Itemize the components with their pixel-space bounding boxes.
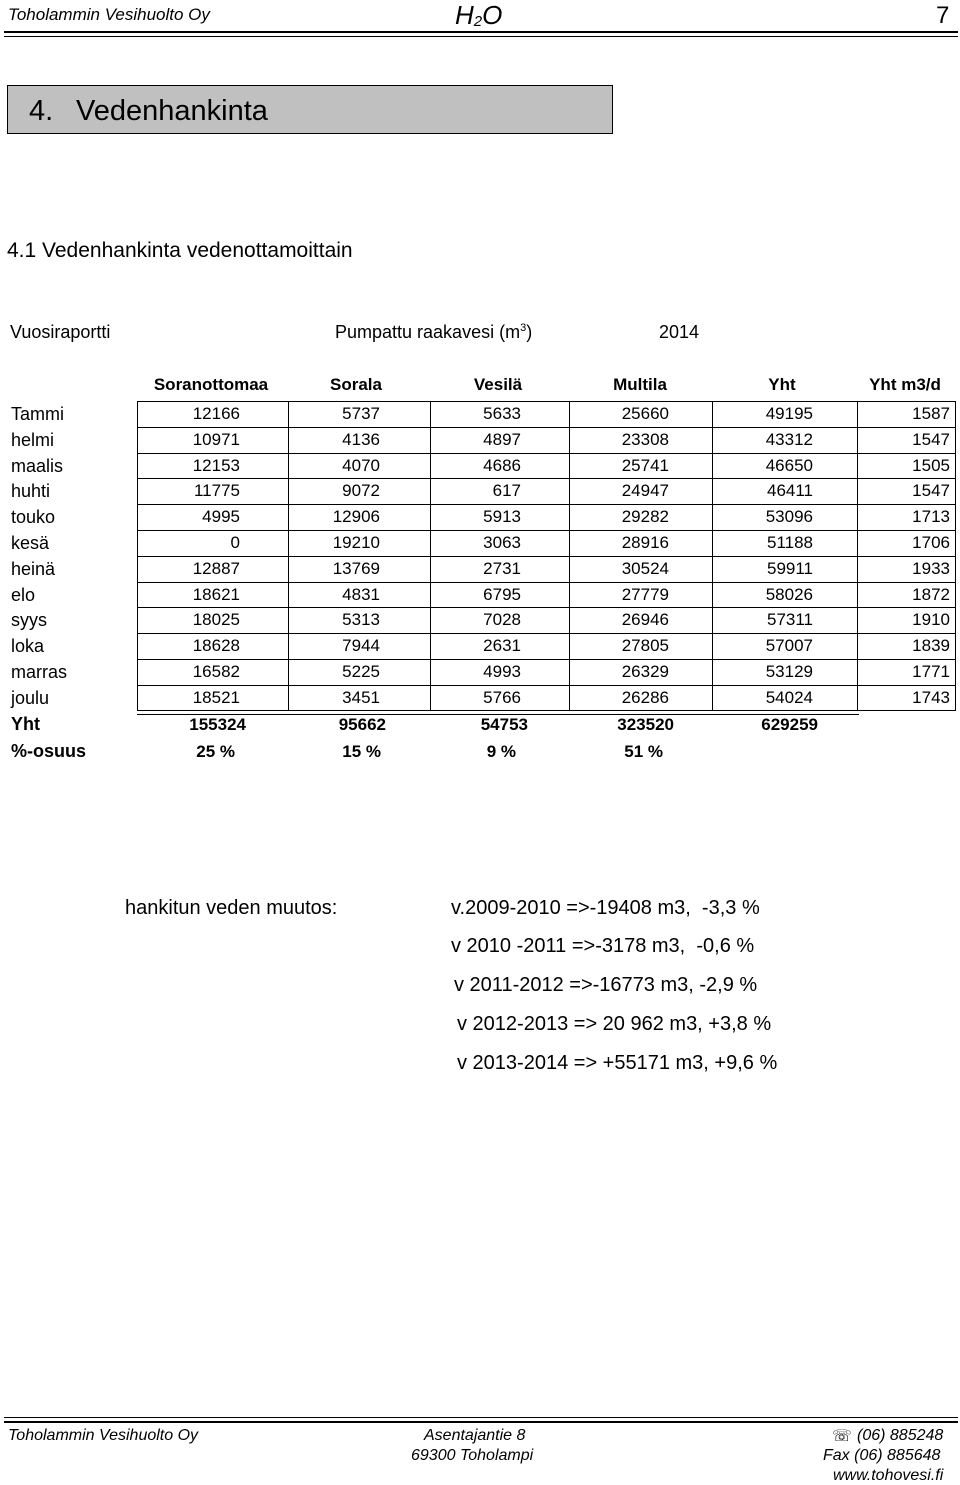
table-cell: 4070: [342, 456, 380, 475]
report-title-prefix: Pumpattu raakavesi (m: [335, 322, 521, 342]
month-label: maalis: [11, 456, 64, 476]
table-cell: 46650: [765, 456, 813, 475]
total-label: Yht: [11, 714, 40, 734]
table-cell: 54024: [765, 688, 813, 707]
column-header: Yht m3/d: [869, 375, 941, 394]
change-line: v 2010 -2011 =>-3178 m3, -0,6 %: [451, 935, 755, 957]
footer-rule-thin: [4, 1417, 958, 1418]
table-cell: 53129: [765, 662, 813, 681]
table-cell: 5633: [483, 404, 521, 423]
month-label: joulu: [11, 688, 50, 708]
table-row-divider: [137, 427, 956, 428]
table-cell: 25660: [621, 404, 669, 423]
table-row-divider: [137, 685, 956, 686]
table-cell: 18628: [192, 636, 240, 655]
table-cell: 30524: [621, 559, 669, 578]
table-cell: 1547: [912, 430, 950, 449]
table-cell: 26329: [621, 662, 669, 681]
table-cell: 28916: [621, 533, 669, 552]
table-cell: 25741: [621, 456, 669, 475]
share-cell: 51 %: [624, 742, 663, 761]
footer-fax: Fax (06) 885648: [823, 1447, 941, 1464]
footer-address1: Asentajantie 8: [424, 1427, 526, 1444]
table-cell: 0: [230, 533, 240, 552]
table-cell: 1839: [912, 636, 950, 655]
column-header: Yht: [768, 375, 796, 394]
month-label: huhti: [11, 481, 51, 501]
table-cell: 19210: [332, 533, 380, 552]
total-cell: 95662: [338, 715, 386, 734]
table-cell: 29282: [621, 507, 669, 526]
table-cell: 4831: [342, 585, 380, 604]
change-line: v 2013-2014 => +55171 m3, +9,6 %: [457, 1052, 778, 1074]
table-cell: 1706: [912, 533, 950, 552]
header-logo: [455, 0, 502, 31]
month-label: Tammi: [11, 404, 64, 424]
table-cell: 12153: [192, 456, 240, 475]
table-cell: 26286: [621, 688, 669, 707]
table-cell: 27805: [621, 636, 669, 655]
month-label: syys: [11, 610, 47, 630]
total-cell: 54753: [480, 715, 528, 734]
table-row-divider: [137, 659, 956, 660]
month-label: loka: [11, 636, 45, 656]
table-cell: 57311: [766, 610, 813, 629]
table-cell: 1505: [912, 456, 950, 475]
table-cell: 5766: [483, 688, 521, 707]
table-row-divider: [137, 504, 956, 505]
month-label: elo: [11, 585, 36, 605]
table-cell: 51188: [766, 533, 813, 552]
change-line: v 2011-2012 =>-16773 m3, -2,9 %: [454, 974, 758, 996]
month-label: marras: [11, 662, 68, 682]
table-cell: 46411: [766, 481, 813, 500]
table-cell: 7028: [483, 610, 521, 629]
report-title-suffix: ): [526, 322, 533, 342]
table-cell: 57007: [765, 636, 813, 655]
chapter-title: Vedenhankinta: [76, 95, 268, 127]
table-cell: 49195: [765, 404, 813, 423]
total-cell: 323520: [617, 715, 674, 734]
table-cell: 58026: [765, 585, 813, 604]
change-line: v.2009-2010 =>-19408 m3, -3,3 %: [451, 897, 760, 919]
phone-icon: ☏: [832, 1428, 853, 1445]
table-cell: 59911: [766, 559, 813, 578]
share-cell: 15 %: [342, 742, 381, 761]
table-cell: 12906: [332, 507, 380, 526]
table-cell: 1910: [912, 610, 950, 629]
chapter-banner: [7, 85, 613, 134]
table-cell: 3063: [483, 533, 521, 552]
table-cell: 4897: [483, 430, 521, 449]
table-cell: 1587: [912, 404, 950, 423]
report-year: 2014: [659, 322, 700, 342]
table-cell: 1771: [912, 662, 950, 681]
table-cell: 6795: [483, 585, 521, 604]
table-cell: 24947: [621, 481, 669, 500]
logo-o: O: [482, 0, 503, 30]
header-rule: [4, 31, 958, 33]
logo-h: H: [455, 0, 474, 30]
share-label: %-osuus: [11, 741, 87, 761]
report-title-sup: 3: [520, 322, 527, 334]
footer-rule: [4, 1421, 958, 1423]
chapter-number: 4.: [29, 95, 54, 127]
column-header: Multila: [613, 375, 667, 394]
table-row-divider: [137, 582, 956, 583]
header-company-name: Toholammin Vesihuolto Oy: [8, 5, 210, 24]
table-row-divider: [137, 453, 956, 454]
month-label: heinä: [11, 559, 56, 579]
table-cell: 5913: [483, 507, 521, 526]
report-label: Vuosiraportti: [10, 322, 111, 342]
month-label: helmi: [11, 430, 55, 450]
logo-subscript: 2: [473, 13, 483, 30]
table-row-divider: [137, 478, 956, 479]
table-cell: 9072: [342, 481, 380, 500]
table-cell: 18621: [192, 585, 240, 604]
table-cell: 4136: [342, 430, 380, 449]
table-cell: 12887: [192, 559, 240, 578]
table-cell: 617: [492, 481, 521, 500]
table-cell: 1933: [912, 559, 950, 578]
table-cell: 18025: [192, 610, 240, 629]
table-cell: 23308: [621, 430, 669, 449]
table-cell: 10971: [192, 430, 240, 449]
column-header: Vesilä: [473, 375, 523, 394]
table-cell: 1713: [912, 507, 950, 526]
header-rule-thin: [4, 36, 958, 37]
month-label: touko: [11, 507, 56, 527]
table-cell: 4686: [483, 456, 521, 475]
table-cell: 7944: [342, 636, 380, 655]
share-cell: 9 %: [486, 742, 516, 761]
table-cell: 26946: [621, 610, 669, 629]
column-header: Sorala: [330, 375, 382, 394]
table-cell: 2731: [483, 559, 521, 578]
table-cell: 4993: [483, 662, 521, 681]
table-cell: 3451: [342, 688, 380, 707]
month-label: kesä: [11, 533, 50, 553]
total-cell: 155324: [189, 715, 246, 734]
table-cell: 4995: [202, 507, 240, 526]
table-row-divider: [137, 556, 956, 557]
change-line: v 2012-2013 => 20 962 m3, +3,8 %: [457, 1013, 772, 1035]
report-title: [335, 322, 532, 343]
table-cell: 5737: [342, 404, 380, 423]
table-row-divider: [137, 530, 956, 531]
table-cell: 12166: [192, 404, 240, 423]
table-cell: 43312: [765, 430, 813, 449]
table-row-divider: [137, 607, 956, 608]
share-cell: 25 %: [196, 742, 235, 761]
total-cell: 629259: [761, 715, 818, 734]
footer-web: www.tohovesi.fi: [833, 1467, 944, 1484]
table-row-divider: [137, 633, 956, 634]
table-cell: 13769: [332, 559, 380, 578]
column-header: Soranottomaa: [153, 375, 269, 394]
change-label: hankitun veden muutos:: [125, 897, 338, 919]
table-cell: 11775: [193, 481, 240, 500]
table-cell: 1547: [912, 481, 950, 500]
table-cell: 16582: [192, 662, 240, 681]
table-cell: 5225: [342, 662, 380, 681]
section-title: 4.1 Vedenhankinta vedenottamoittain: [7, 239, 353, 262]
footer-address2: 69300 Toholampi: [411, 1447, 534, 1464]
table-cell: 1872: [912, 585, 950, 604]
table-cell: 18521: [192, 688, 240, 707]
table-cell: 5313: [342, 610, 380, 629]
table-cell: 1743: [912, 688, 950, 707]
page-number: 7: [936, 2, 950, 29]
table-cell: 53096: [765, 507, 813, 526]
table-cell: 2631: [483, 636, 521, 655]
table-cell: 27779: [621, 585, 669, 604]
footer-phone: (06) 885248: [857, 1427, 944, 1444]
footer-company: Toholammin Vesihuolto Oy: [8, 1427, 199, 1444]
